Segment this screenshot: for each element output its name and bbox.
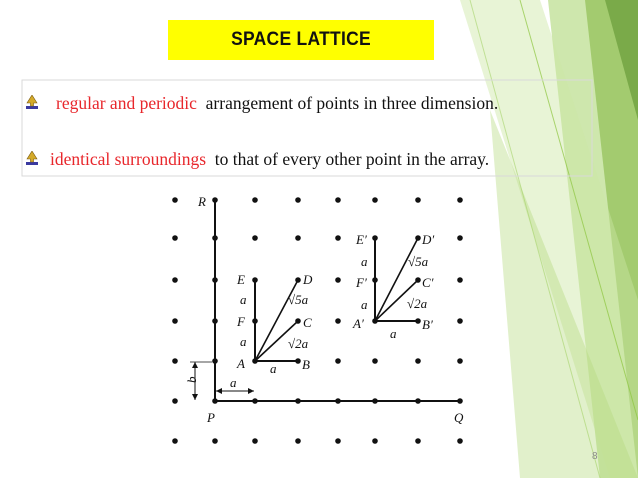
- label-A-prime: A′: [353, 316, 364, 331]
- label-sqrt5a: √5a: [288, 292, 309, 307]
- lattice-point: [415, 358, 421, 364]
- label-B-prime: B′: [422, 317, 433, 332]
- lattice-point: [457, 277, 463, 283]
- space-lattice-figure: [160, 186, 480, 478]
- bullet-1-text: arrangement of points in three dimension.: [196, 93, 499, 113]
- lattice-point: [212, 438, 218, 444]
- lattice-point: [457, 235, 463, 241]
- label-sqrt5a-prime: √5a: [408, 254, 429, 269]
- lattice-point: [372, 438, 378, 444]
- label-F: F: [237, 314, 245, 329]
- label-C-prime: C′: [422, 275, 434, 290]
- lattice-point: [172, 358, 178, 364]
- bullet-arrow-icon: [24, 151, 40, 167]
- label-D: D: [303, 272, 313, 287]
- label-R: R: [198, 194, 206, 209]
- label-C: C: [303, 315, 312, 330]
- label-E-prime: E′: [356, 232, 367, 247]
- slide-title: SPACE LATTICE: [231, 29, 371, 50]
- lattice-point: [252, 235, 258, 241]
- bullet-item-1: [26, 93, 498, 114]
- label-b: b: [184, 376, 199, 383]
- lattice-point: [172, 197, 178, 203]
- label-P: P: [207, 410, 215, 425]
- label-sqrt2a-prime: √2a: [407, 296, 428, 311]
- label-sqrt2a: √2a: [288, 336, 309, 351]
- label-E: E: [237, 272, 245, 287]
- lattice-point: [335, 318, 341, 324]
- label-a-ApBp: a: [390, 326, 397, 341]
- lattice-point: [252, 438, 258, 444]
- bullet-2-highlight: identical surroundings: [50, 149, 207, 169]
- lattice-point: [415, 438, 421, 444]
- lattice-point: [457, 197, 463, 203]
- label-a-EpFp: a: [361, 254, 368, 269]
- lattice-point: [252, 197, 258, 203]
- lattice-point: [335, 358, 341, 364]
- lattice-point: [295, 438, 301, 444]
- label-a-dim: a: [230, 375, 237, 390]
- label-Q: Q: [454, 410, 464, 425]
- lattice-point: [415, 197, 421, 203]
- label-B: B: [302, 357, 310, 372]
- label-a-AB: a: [270, 361, 277, 376]
- lattice-point: [335, 235, 341, 241]
- lattice-point: [372, 358, 378, 364]
- lattice-point: [172, 438, 178, 444]
- label-a-FA: a: [240, 334, 247, 349]
- label-D-prime: D′: [422, 232, 435, 247]
- lattice-point: [372, 197, 378, 203]
- lattice-point: [335, 438, 341, 444]
- lattice-point: [335, 277, 341, 283]
- slide-title-box: [168, 20, 434, 60]
- lattice-point: [457, 358, 463, 364]
- lattice-point: [295, 235, 301, 241]
- bullet-item-2: [26, 149, 489, 170]
- label-A: A: [237, 356, 245, 371]
- bullet-2-text: to that of every other point in the array.: [206, 149, 490, 169]
- lattice-point: [295, 197, 301, 203]
- lattice-point: [172, 318, 178, 324]
- lattice-point: [457, 318, 463, 324]
- label-a-FpAp: a: [361, 297, 368, 312]
- bullet-1-highlight: regular and periodic: [56, 93, 197, 113]
- label-F-prime: F′: [356, 275, 367, 290]
- lattice-point: [172, 398, 178, 404]
- lattice-point: [457, 438, 463, 444]
- lattice-point: [172, 277, 178, 283]
- bullet-arrow-icon: [24, 95, 40, 111]
- page-number: 8: [592, 451, 598, 462]
- label-a-EF: a: [240, 292, 247, 307]
- lattice-point: [172, 235, 178, 241]
- lattice-point: [335, 197, 341, 203]
